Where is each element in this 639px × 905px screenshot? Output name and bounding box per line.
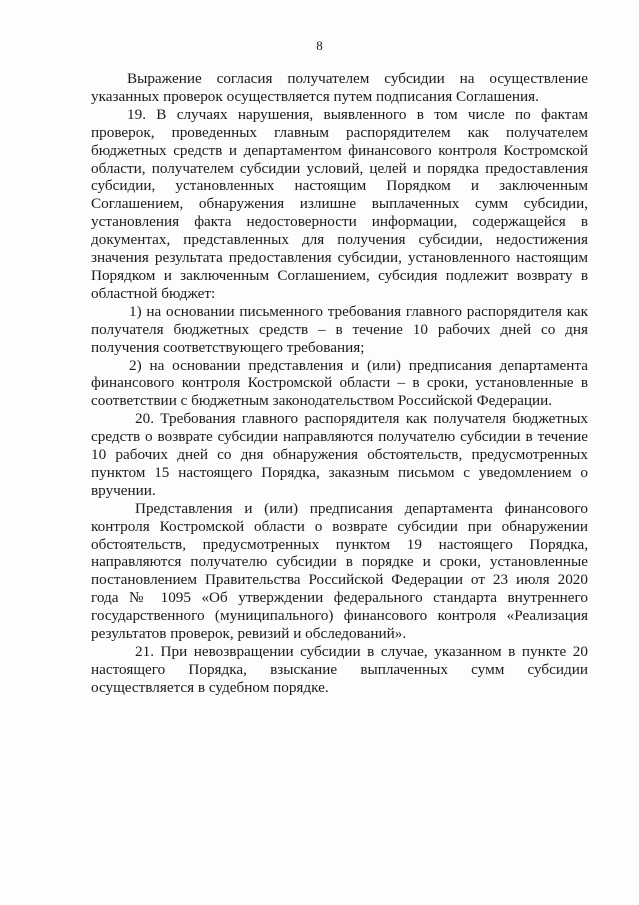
paragraph-19-item-2: 2) на основании представления и (или) предписания департамента финансового контроля Костромской области – в сроки, установленные в соответствии с бюджетным законодательством Российской Федерации. bbox=[91, 356, 588, 410]
paragraph-19-item-1: 1) на основании письменного требования главного распорядителя как получателя бюджетных средств – в течение 10 рабочих дней со дня получения соответствующего требования; bbox=[91, 302, 588, 356]
paragraph-20: 20. Требования главного распорядителя как получателя бюджетных средств о возврате субсидии направляются получателю субсидии в течение 10 рабочих дней со дня обнаружения обстоятельств, предусмотренных пунктом 15 настоящего Порядка, заказным письмом с уведомлением о вручении. bbox=[91, 410, 588, 499]
paragraph-consent: Выражение согласия получателем субсидии на осуществление указанных проверок осуществляется путем подписания Соглашения. bbox=[91, 70, 588, 105]
paragraph-21: 21. При невозвращении субсидии в случае, указанном в пункте 20 настоящего Порядка, взыскание выплаченных сумм субсидии осуществляется в судебном порядке. bbox=[91, 643, 588, 696]
document-body bbox=[91, 70, 588, 697]
paragraph-20-representations: Представления и (или) предписания департамента финансового контроля Костромской области о возврате субсидии при обнаружении обстоятельств, предусмотренных пунктом 19 настоящего Порядка, направляются получателю субсидии в порядке и сроки, установленные постановлением Правительства Российской Федерации от 23 июля 2020 года № 1095 «Об утверждении федерального стандарта внутреннего государственного (муниципального) финансового контроля «Реализация результатов проверок, ревизий и обследований». bbox=[91, 499, 588, 643]
paragraph-19: 19. В случаях нарушения, выявленного в том числе по фактам проверок, проведенных главным распорядителем как получателем бюджетных средств и департаментом финансового контроля Костромской области, получателем субсидии условий, целей и порядка предоставления субсидии, установленных настоящим Порядком и заключенным Соглашением, обнаружения излишне выплаченных сумм субсидии, установления факта недостоверности информации, содержащейся в документах, представленных для получения субсидии, недостижения значения результата предоставления субсидии, установленного настоящим Порядком и заключенным Соглашением, субсидия подлежит возврату в областной бюджет: bbox=[91, 105, 588, 302]
page-number: 8 bbox=[316, 38, 323, 53]
